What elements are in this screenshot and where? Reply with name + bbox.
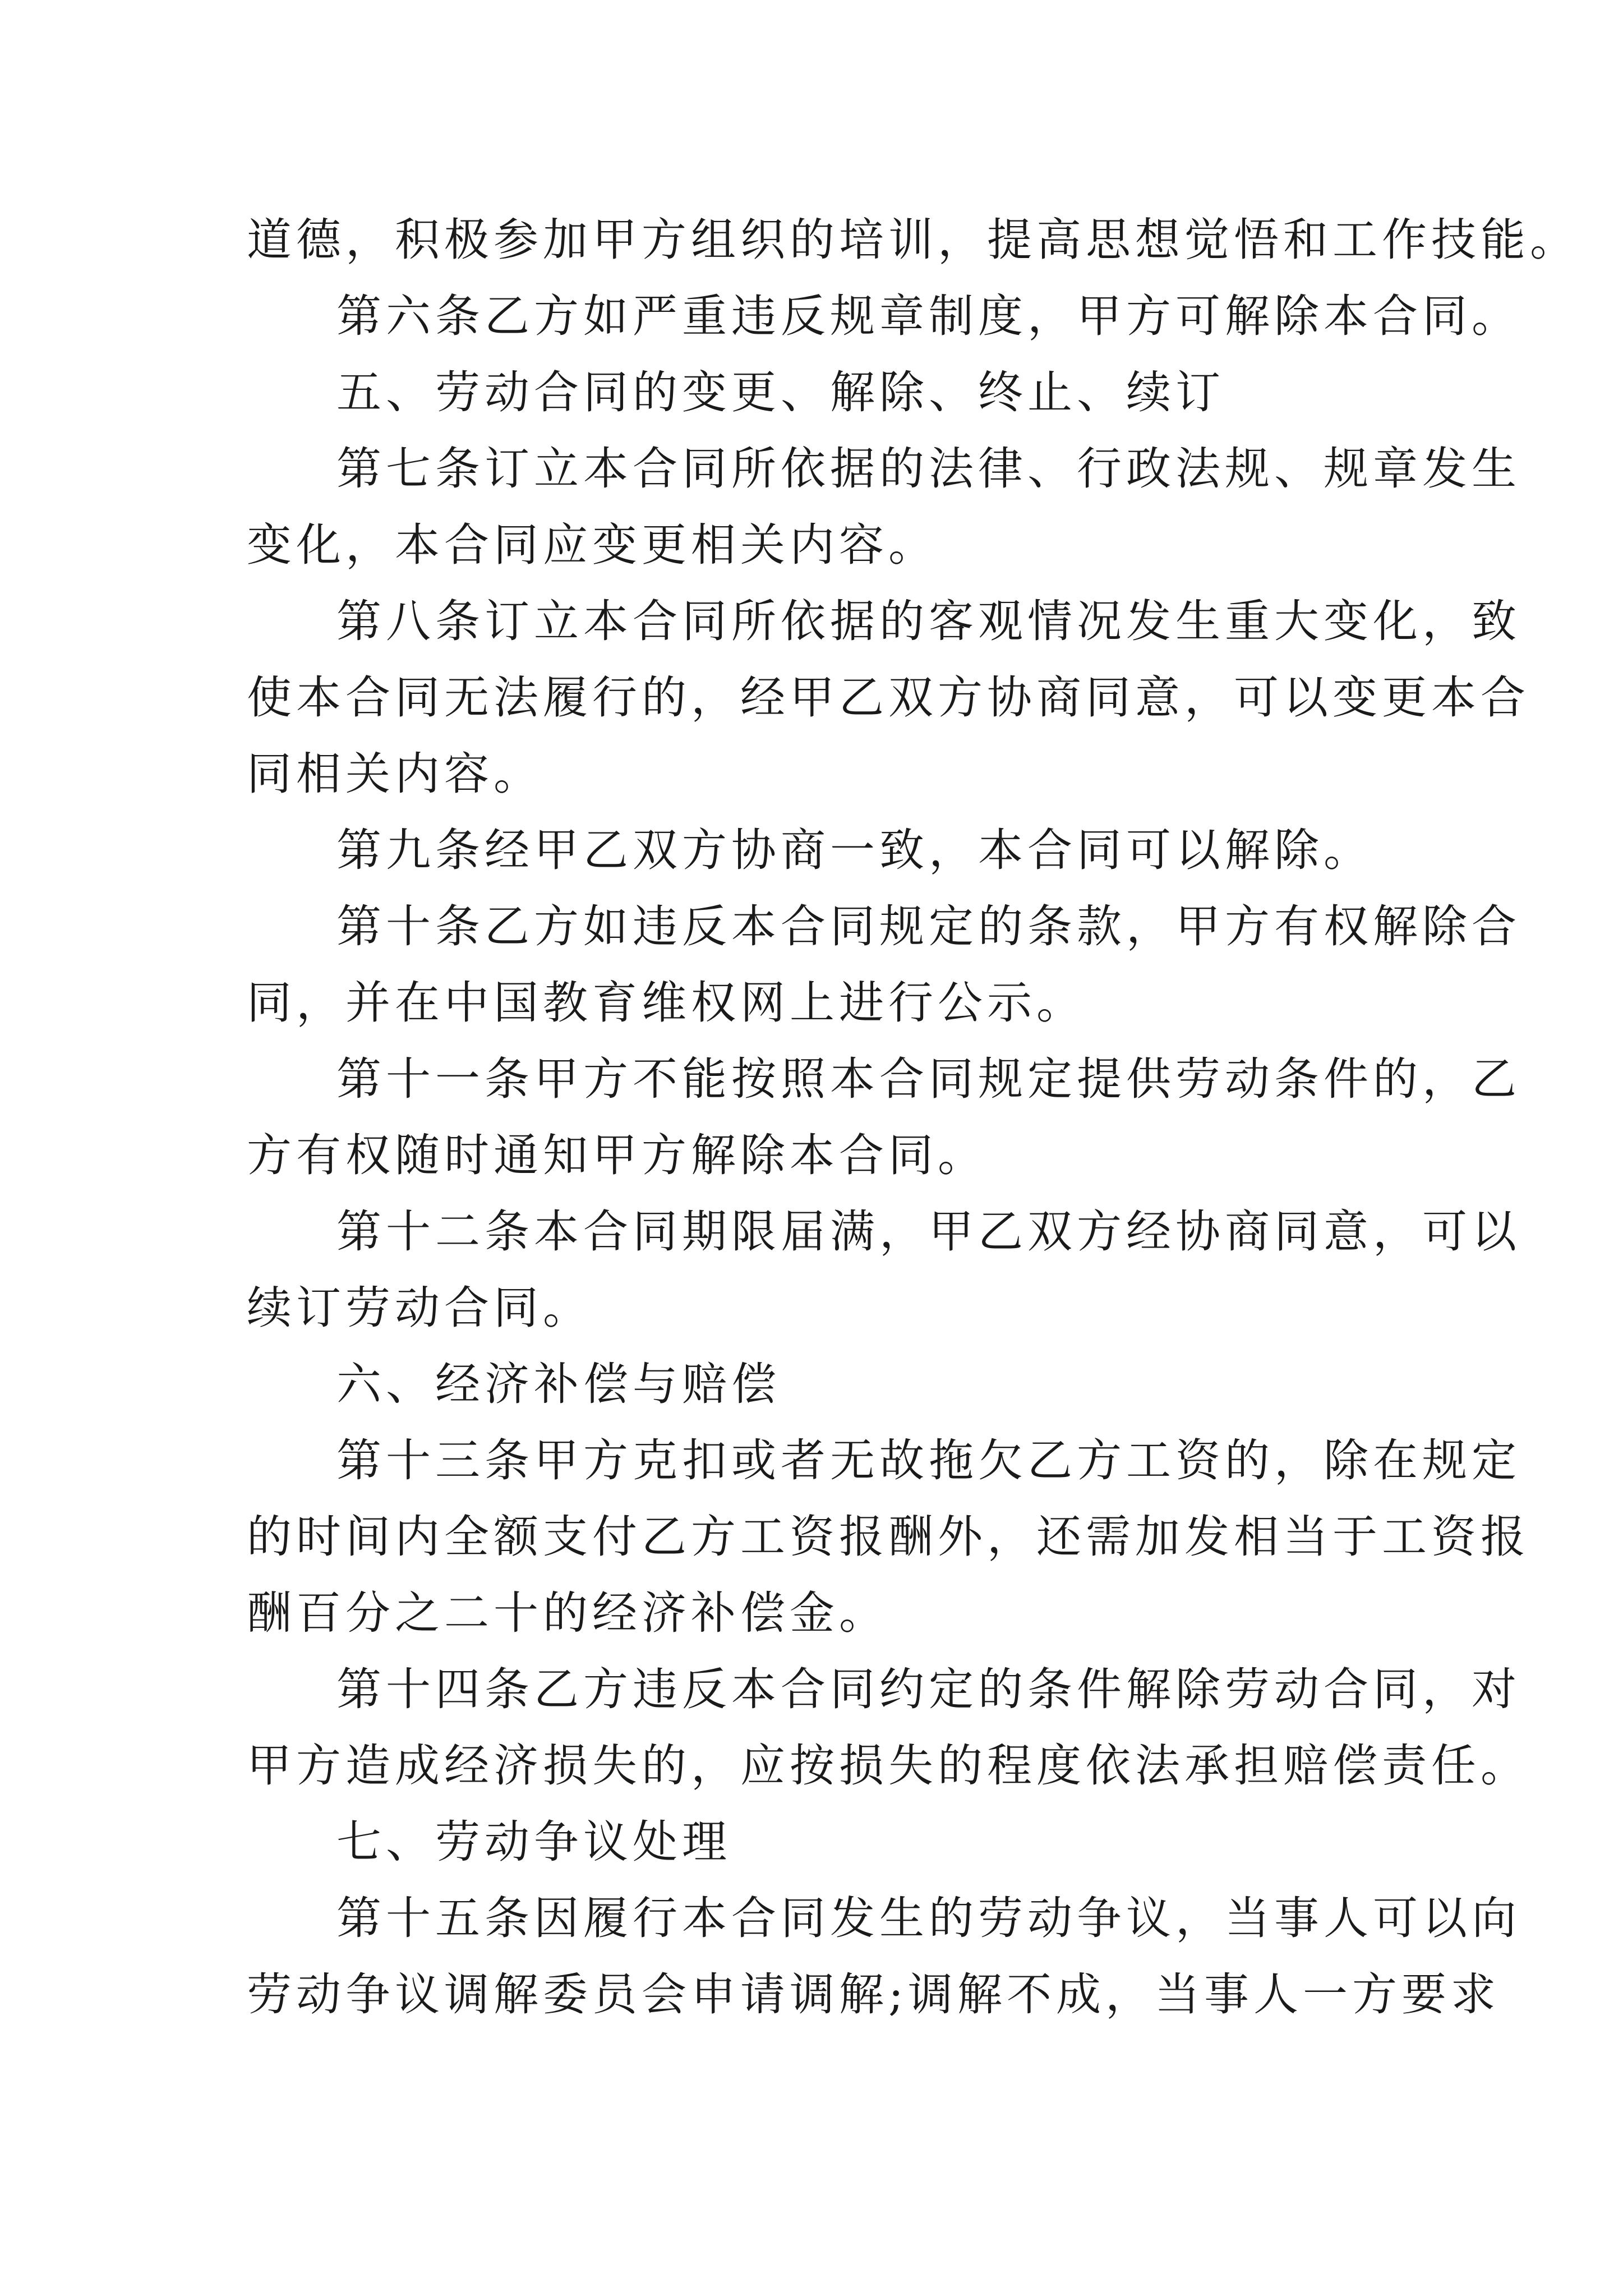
clause-8: 第八条订立本合同所依据的客观情况发生重大变化，致 — [336, 595, 1521, 647]
text-line: 使本合同无法履行的，经甲乙双方协商同意，可以变更本合 — [247, 671, 1530, 724]
text-line: 的时间内全额支付乙方工资报酬外，还需加发相当于工资报 — [247, 1511, 1530, 1563]
clause-10: 第十条乙方如违反本合同规定的条款，甲方有权解除合 — [336, 900, 1521, 953]
text-line: 酬百分之二十的经济补偿金。 — [247, 1587, 888, 1639]
text-line: 道德，积极参加甲方组织的培训，提高思想觉悟和工作技能。 — [247, 214, 1579, 266]
section-heading-6: 六、经济补偿与赔偿 — [336, 1358, 781, 1410]
clause-11: 第十一条甲方不能按照本合同规定提供劳动条件的，乙 — [336, 1053, 1521, 1105]
clause-6: 第六条乙方如严重违反规章制度，甲方可解除本合同。 — [336, 290, 1521, 342]
text-line: 续订劳动合同。 — [247, 1282, 592, 1334]
clause-12: 第十二条本合同期限届满，甲乙双方经协商同意，可以 — [336, 1205, 1521, 1258]
clause-9: 第九条经甲乙双方协商一致，本合同可以解除。 — [336, 824, 1373, 876]
text-line: 同，并在中国教育维权网上进行公示。 — [247, 977, 1086, 1029]
text-line: 甲方造成经济损失的，应按损失的程度依法承担赔偿责任。 — [247, 1740, 1530, 1792]
text-line: 变化，本合同应变更相关内容。 — [247, 519, 938, 571]
document-body — [247, 202, 1579, 2033]
clause-7: 第七条订立本合同所依据的法律、行政法规、规章发生 — [336, 443, 1521, 495]
section-heading-7: 七、劳动争议处理 — [336, 1816, 731, 1868]
clause-13: 第十三条甲方克扣或者无故拖欠乙方工资的，除在规定 — [336, 1434, 1521, 1487]
clause-14: 第十四条乙方违反本合同约定的条件解除劳动合同，对 — [336, 1663, 1521, 1715]
text-line: 劳动争议调解委员会申请调解;调解不成，当事人一方要求 — [247, 1968, 1500, 2021]
text-line: 同相关内容。 — [247, 748, 543, 800]
clause-15: 第十五条因履行本合同发生的劳动争议，当事人可以向 — [336, 1892, 1521, 1944]
text-line: 方有权随时通知甲方解除本合同。 — [247, 1129, 987, 1181]
section-heading-5: 五、劳动合同的变更、解除、终止、续订 — [336, 366, 1225, 418]
